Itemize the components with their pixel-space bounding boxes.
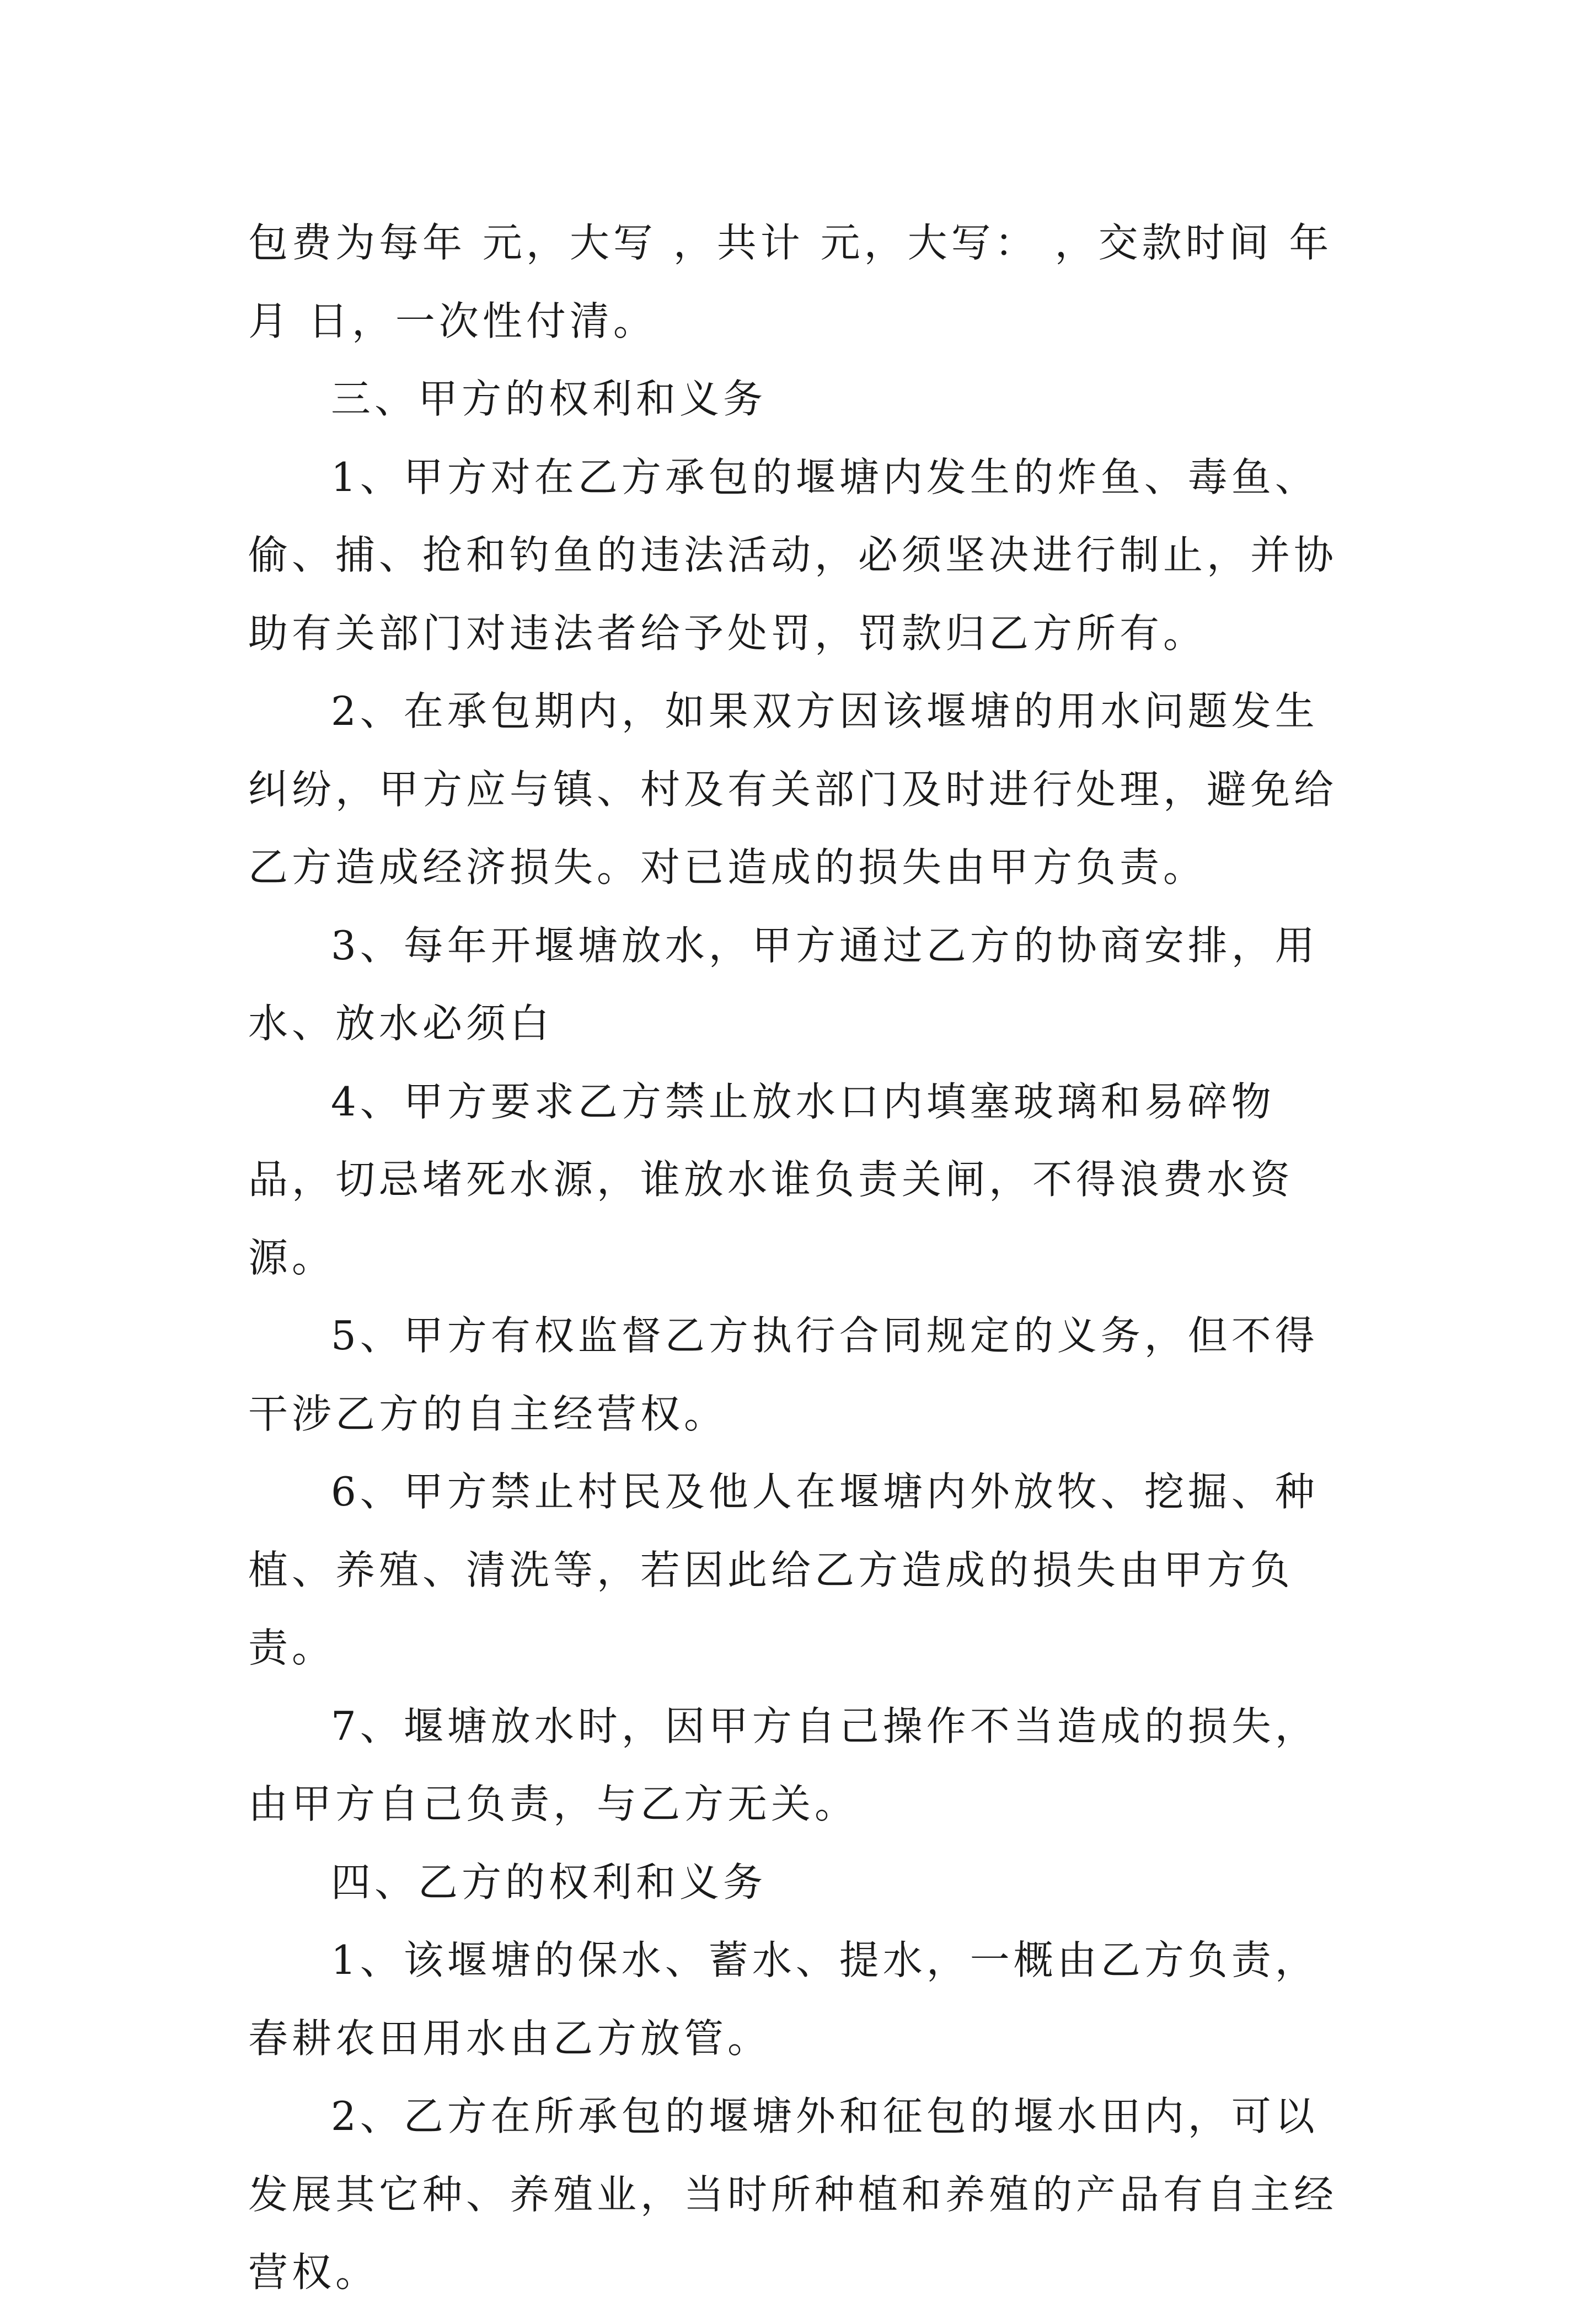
section-heading-party-a: 三、甲方的权利和义务 (331, 376, 767, 422)
paragraph-fee-terms: 包费为每年 元，大写 ，共计 元，大写： ，交款时间 年月 日，一次性付清。 (248, 220, 1333, 344)
paragraph-party-a-7: 7、堰塘放水时，因甲方自己操作不当造成的损失，由甲方自己负责，与乙方无关。 (248, 1702, 1319, 1827)
document-body (248, 204, 1351, 2312)
paragraph-party-a-5: 5、甲方有权监督乙方执行合同规定的义务，但不得干涉乙方的自主经营权。 (248, 1312, 1319, 1437)
paragraph-party-a-1: 1、甲方对在乙方承包的堰塘内发生的炸鱼、毒鱼、偷、捕、抢和钓鱼的违法活动，必须坚决进行制止，并协助有关部门对违法者给予处罚，罚款归乙方所有。 (248, 453, 1338, 656)
section-heading-party-b: 四、乙方的权利和义务 (331, 1859, 767, 1905)
paragraph-party-b-1: 1、该堰塘的保水、蓄水、提水，一概由乙方负责，春耕农田用水由乙方放管。 (248, 1937, 1319, 2062)
paragraph-party-a-3: 3、每年开堰塘放水，甲方通过乙方的协商安排，用水、放水必须白 (248, 922, 1319, 1046)
paragraph-party-a-4: 4、甲方要求乙方禁止放水口内填塞玻璃和易碎物品，切忌堵死水源，谁放水谁负责关闸，不得浪费水资源。 (248, 1078, 1294, 1281)
paragraph-party-b-2: 2、乙方在所承包的堰塘外和征包的堰水田内，可以发展其它种、养殖业，当时所种植和养殖的产品有自主经营权。 (248, 2093, 1338, 2295)
paragraph-party-a-6: 6、甲方禁止村民及他人在堰塘内外放牧、挖掘、种植、养殖、清洗等，若因此给乙方造成的损失由甲方负责。 (248, 1469, 1319, 1671)
paragraph-party-a-2: 2、在承包期内，如果双方因该堰塘的用水问题发生纠纷，甲方应与镇、村及有关部门及时进行处理，避免给乙方造成经济损失。对已造成的损失由甲方负责。 (248, 688, 1338, 890)
